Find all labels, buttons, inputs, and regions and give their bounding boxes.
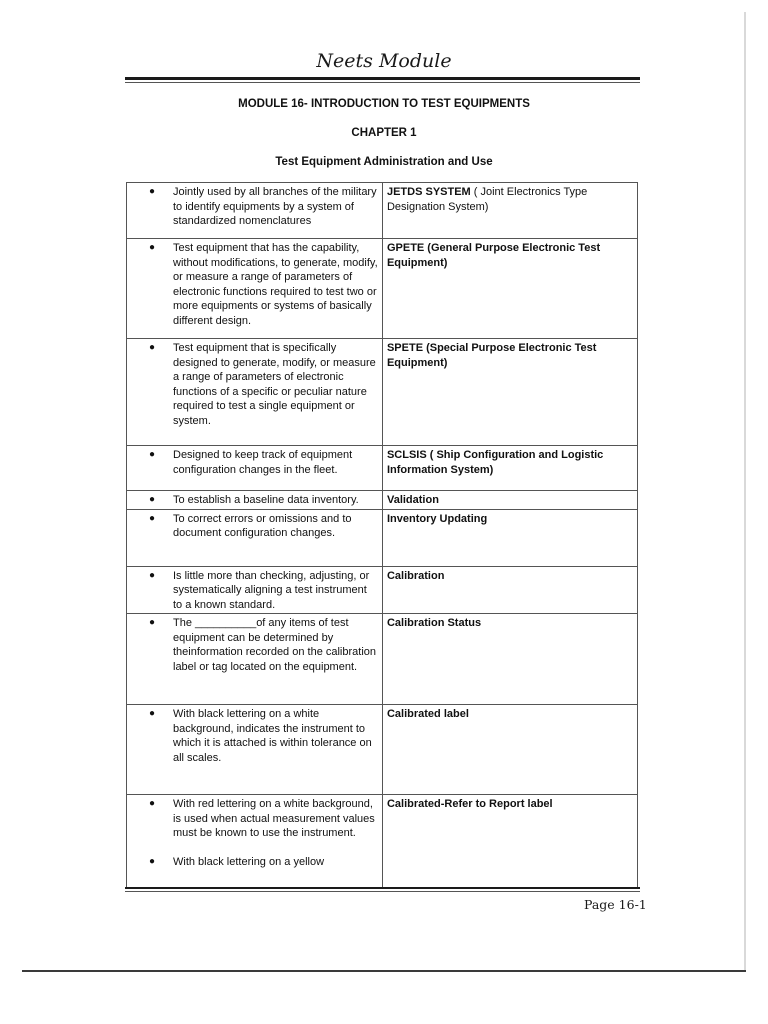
table-row (127, 566, 638, 614)
definition-cell (127, 446, 383, 491)
definition-cell (127, 509, 383, 566)
definition-item (131, 855, 378, 870)
definition-cell (127, 491, 383, 510)
bullet-icon: ● (148, 569, 156, 581)
term-detail: ( Joint Electronics Type Designation System) (386, 186, 588, 213)
definition-text: Is little more than checking, adjusting, or systematically aligning a test instrument to a known standard. (173, 569, 370, 611)
term-cell (382, 446, 637, 491)
term-name: Calibrated-Refer to Report label (386, 798, 553, 810)
definition-item (131, 493, 378, 508)
term-name: Calibrated label (386, 708, 469, 720)
footer-rule-thin (125, 891, 640, 892)
definition-text: The __________of any items of test equipment can be determined by theinformation recorded on the calibration label or tag located on the equipment. (173, 617, 377, 673)
table-row (127, 491, 638, 510)
table-row (127, 239, 638, 339)
table-row (127, 509, 638, 566)
term-cell (382, 614, 637, 705)
term-name: Calibration Status (386, 617, 482, 629)
definition-text: With black lettering on a white background, indicates the instrument to which it is attached is within tolerance on all scales. (173, 708, 372, 764)
term-name: SCLSIS ( Ship Configuration and Logistic Information System) (386, 449, 604, 476)
section-title: Test Equipment Administration and Use (275, 156, 493, 168)
definition-text: Test equipment that is specifically designed to generate, modify, or measure a range of parameters of electronic functions of a specific or peculiar nature required to test a single equipment or system. (173, 342, 376, 427)
module-title: MODULE 16- INTRODUCTION TO TEST EQUIPMENTS (238, 98, 530, 110)
paper-edge-bottom (22, 970, 746, 972)
definitions-table (126, 182, 638, 888)
definition-cell (127, 795, 383, 888)
definition-item (131, 569, 378, 613)
definition-item (131, 185, 378, 229)
term-name: Validation (386, 494, 439, 506)
definition-cell (127, 705, 383, 795)
definition-cell (127, 239, 383, 339)
term-name: SPETE (Special Purpose Electronic Test Equipment) (386, 342, 597, 369)
footer-rule (125, 887, 640, 889)
bullet-icon: ● (148, 242, 156, 253)
table-row (127, 339, 638, 446)
definition-text: With red lettering on a white background, is used when actual measurement values must be known to use the instrument. (173, 798, 375, 839)
table-row (127, 614, 638, 705)
definition-cell (127, 183, 383, 239)
term-cell (382, 705, 637, 795)
term-cell (382, 509, 637, 566)
bullet-icon: ● (148, 342, 156, 353)
page-number: Page 16-1 (584, 897, 647, 912)
definition-item (131, 797, 378, 841)
header-rule-thin (125, 82, 640, 83)
term-cell (382, 183, 637, 239)
definition-item (131, 707, 378, 765)
definition-text: To correct errors or omissions and to document configuration changes. (173, 512, 352, 539)
term-cell (382, 566, 637, 614)
definition-item (131, 341, 378, 428)
definition-cell (127, 566, 383, 614)
definition-cell (127, 614, 383, 705)
definition-text: With black lettering on a yellow (173, 855, 325, 868)
term-name: JETDS SYSTEM (386, 186, 471, 198)
table-row (127, 446, 638, 491)
term-cell (382, 795, 637, 888)
term-cell (382, 491, 637, 510)
bullet-icon: ● (148, 798, 156, 809)
bullet-icon: ● (148, 186, 156, 197)
definition-cell (127, 339, 383, 446)
header-title: Neets Module (316, 50, 452, 72)
definition-text: Test equipment that has the capability, without modifications, to generate, modify, or measure a range of parameters of electronic functions required to test two or more equipments or systems of basically different design. (173, 242, 378, 327)
term-cell (382, 239, 637, 339)
bullet-icon: ● (148, 512, 156, 524)
definition-text: Designed to keep track of equipment configuration changes in the fleet. (173, 449, 353, 476)
definition-text: Jointly used by all branches of the military to identify equipments by a system of standardized nomenclatures (173, 186, 377, 227)
term-name: Inventory Updating (386, 512, 488, 525)
bullet-icon: ● (148, 855, 156, 867)
table-row (127, 183, 638, 239)
definition-item (131, 448, 378, 477)
bullet-icon: ● (148, 449, 156, 460)
definition-item (131, 241, 378, 328)
definition-text: To establish a baseline data inventory. (173, 494, 359, 506)
chapter-title: CHAPTER 1 (351, 127, 417, 139)
bullet-icon: ● (148, 617, 156, 628)
item-gap (131, 841, 378, 855)
table-row (127, 705, 638, 795)
bullet-icon: ● (148, 494, 156, 505)
bullet-icon: ● (148, 708, 156, 719)
term-cell (382, 339, 637, 446)
definition-item (131, 616, 378, 674)
header-rule (125, 77, 640, 80)
term-name: Calibration (386, 569, 445, 582)
term-name: GPETE (General Purpose Electronic Test Equipment) (386, 242, 601, 269)
definition-item (131, 512, 378, 541)
table-row (127, 795, 638, 888)
